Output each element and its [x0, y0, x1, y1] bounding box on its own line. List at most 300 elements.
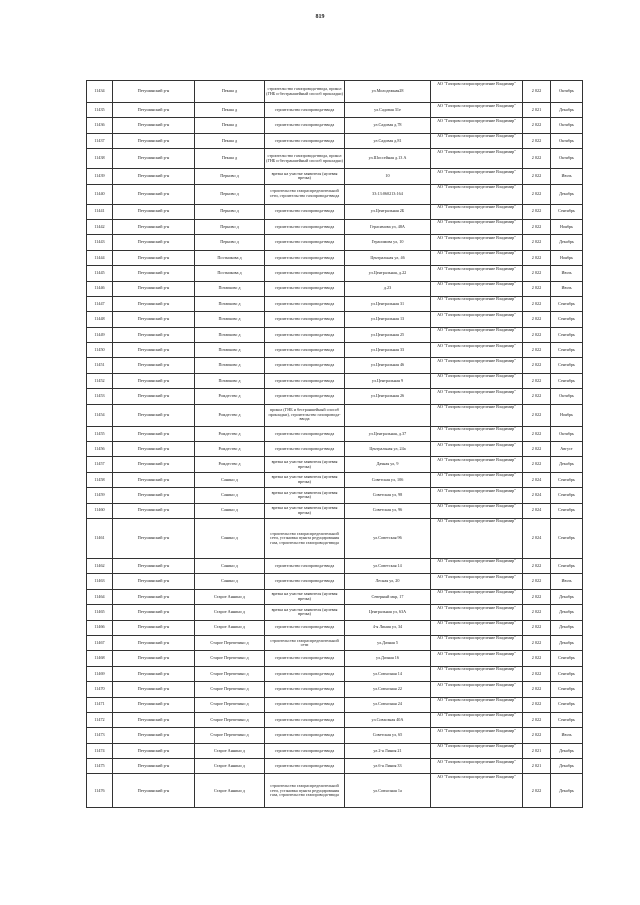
- row-number: 11448: [87, 312, 113, 327]
- year-cell: 2 022: [523, 605, 551, 620]
- row-number: 11441: [87, 204, 113, 219]
- row-number: 11464: [87, 589, 113, 604]
- row-number: 11476: [87, 774, 113, 808]
- address-cell: 4-я Линия ул, 34: [345, 620, 431, 635]
- district-cell: Петушинский р-н: [113, 266, 195, 281]
- work-type-cell: строительство газопровода-ввода: [265, 651, 345, 666]
- year-cell: 2 022: [523, 635, 551, 650]
- month-cell: Сентябрь: [551, 712, 583, 727]
- work-type-cell: строительство газопровода-ввода: [265, 358, 345, 373]
- address-cell: ул.Центральная 26: [345, 389, 431, 404]
- locality-cell: Санино д: [195, 488, 265, 503]
- organization-cell: АО "Газпром газораспределение Владимир": [431, 343, 523, 358]
- table-row: [87, 651, 583, 666]
- month-cell: Сентябрь: [551, 488, 583, 503]
- year-cell: 2 022: [523, 558, 551, 573]
- row-number: 11452: [87, 373, 113, 388]
- month-cell: Декабрь: [551, 184, 583, 204]
- year-cell: 2 022: [523, 728, 551, 743]
- work-type-cell: строительство газораспределительной сети, строительство газопровода-ввода: [265, 184, 345, 204]
- work-type-cell: строительство газопровода-ввода: [265, 697, 345, 712]
- month-cell: Июль: [551, 574, 583, 589]
- row-number: 11442: [87, 219, 113, 234]
- year-cell: 2 022: [523, 169, 551, 184]
- month-cell: Декабрь: [551, 759, 583, 774]
- organization-cell: АО "Газпром газораспределение Владимир": [431, 373, 523, 388]
- month-cell: Сентябрь: [551, 558, 583, 573]
- locality-cell: Старое Перепечино д: [195, 697, 265, 712]
- year-cell: 2 022: [523, 682, 551, 697]
- work-type-cell: строительство газопровода-ввода: [265, 666, 345, 681]
- table-row: [87, 488, 583, 503]
- work-type-cell: строительство газопровода-ввода: [265, 266, 345, 281]
- address-cell: ул.Садовая д.81: [345, 133, 431, 148]
- district-cell: Петушинский р-н: [113, 373, 195, 388]
- organization-cell: АО "Газпром газораспределение Владимир": [431, 149, 523, 169]
- work-type-cell: строительство газораспределительной сети, установка пункта редуцирования газа, строительство газопровода-ввода: [265, 774, 345, 808]
- table-row: [87, 266, 583, 281]
- month-cell: Сентябрь: [551, 682, 583, 697]
- row-number: 11451: [87, 358, 113, 373]
- address-cell: [345, 404, 431, 426]
- organization-cell: АО "Газпром газораспределение Владимир": [431, 728, 523, 743]
- address-cell: ул.Дачная 16: [345, 651, 431, 666]
- month-cell: Сентябрь: [551, 373, 583, 388]
- address-cell: ул.Совхозная 14: [345, 666, 431, 681]
- organization-cell: АО "Газпром газораспределение Владимир": [431, 558, 523, 573]
- work-type-cell: строительство газопровода-ввода: [265, 296, 345, 311]
- organization-cell: АО "Газпром газораспределение Владимир": [431, 103, 523, 118]
- row-number: 11440: [87, 184, 113, 204]
- address-cell: ул.Совхозная 24: [345, 697, 431, 712]
- month-cell: Сентябрь: [551, 358, 583, 373]
- work-type-cell: врезка на участке заявителя (нулевая врезка): [265, 169, 345, 184]
- table-row: [87, 358, 583, 373]
- work-type-cell: прокол (ГНБ и бестраншейный способ прокладки), строительство газопровода-ввода: [265, 404, 345, 426]
- table-row: [87, 442, 583, 457]
- address-cell: ул.Центральная, д.37: [345, 426, 431, 441]
- table-row: [87, 457, 583, 472]
- organization-cell: АО "Газпром газораспределение Владимир": [431, 589, 523, 604]
- month-cell: Октябрь: [551, 149, 583, 169]
- work-type-cell: строительство газопровода-ввода: [265, 373, 345, 388]
- district-cell: Петушинский р-н: [113, 133, 195, 148]
- row-number: 11454: [87, 404, 113, 426]
- district-cell: Петушинский р-н: [113, 118, 195, 133]
- month-cell: Сентябрь: [551, 666, 583, 681]
- district-cell: Петушинский р-н: [113, 442, 195, 457]
- district-cell: Петушинский р-н: [113, 81, 195, 103]
- table-row: [87, 327, 583, 342]
- year-cell: 2 022: [523, 281, 551, 296]
- address-cell: 10: [345, 169, 431, 184]
- work-type-cell: врезка на участке заявителя (нулевая врезка): [265, 503, 345, 518]
- table-row: [87, 743, 583, 758]
- organization-cell: АО "Газпром газораспределение Владимир": [431, 184, 523, 204]
- address-cell: ул.Садовая 31е: [345, 103, 431, 118]
- work-type-cell: врезка на участке заявителя (нулевая врезка): [265, 457, 345, 472]
- month-cell: Сентябрь: [551, 312, 583, 327]
- district-cell: Петушинский р-н: [113, 759, 195, 774]
- district-cell: Петушинский р-н: [113, 728, 195, 743]
- organization-cell: АО "Газпром газораспределение Владимир": [431, 204, 523, 219]
- table-row: [87, 426, 583, 441]
- table-row: [87, 184, 583, 204]
- organization-cell: АО "Газпром газораспределение Владимир": [431, 219, 523, 234]
- year-cell: 2 022: [523, 250, 551, 265]
- district-cell: Петушинский р-н: [113, 296, 195, 311]
- district-cell: Петушинский р-н: [113, 312, 195, 327]
- work-type-cell: строительство газопровода-ввода: [265, 574, 345, 589]
- table-row: [87, 133, 583, 148]
- organization-cell: АО "Газпром газораспределение Владимир": [431, 250, 523, 265]
- address-cell: д.23: [345, 281, 431, 296]
- table-row: [87, 343, 583, 358]
- organization-cell: АО "Газпром газораспределение Владимир": [431, 312, 523, 327]
- address-cell: ул.Совхозная 40А: [345, 712, 431, 727]
- year-cell: 2 024: [523, 518, 551, 558]
- month-cell: Сентябрь: [551, 503, 583, 518]
- year-cell: 2 022: [523, 81, 551, 103]
- organization-cell: АО "Газпром газораспределение Владимир": [431, 774, 523, 808]
- row-number: 11467: [87, 635, 113, 650]
- address-cell: ул.Совхозная 22: [345, 682, 431, 697]
- month-cell: Октябрь: [551, 118, 583, 133]
- work-type-cell: строительство газопровода-ввода: [265, 133, 345, 148]
- address-cell: ул.Совхозная 1а: [345, 774, 431, 808]
- row-number: 11457: [87, 457, 113, 472]
- locality-cell: Пекша д: [195, 133, 265, 148]
- table-row: [87, 296, 583, 311]
- year-cell: 2 022: [523, 266, 551, 281]
- work-type-cell: строительство газопровода-ввода: [265, 558, 345, 573]
- locality-cell: Старое Перепечино д: [195, 728, 265, 743]
- work-type-cell: строительство газопровода-ввода: [265, 389, 345, 404]
- district-cell: Петушинский р-н: [113, 558, 195, 573]
- table-row: [87, 235, 583, 250]
- year-cell: 2 022: [523, 666, 551, 681]
- page-number: 819: [315, 14, 325, 20]
- work-type-cell: строительство газопровода-ввода: [265, 235, 345, 250]
- month-cell: Октябрь: [551, 389, 583, 404]
- address-cell: Герасимова ул, 10: [345, 235, 431, 250]
- row-number: 11472: [87, 712, 113, 727]
- row-number: 11438: [87, 149, 113, 169]
- district-cell: Петушинский р-н: [113, 518, 195, 558]
- address-cell: Центральная ул, 46: [345, 250, 431, 265]
- work-type-cell: строительство газораспределительной сети: [265, 635, 345, 650]
- year-cell: 2 022: [523, 235, 551, 250]
- year-cell: 2 024: [523, 488, 551, 503]
- address-cell: Центральная ул, 63А: [345, 605, 431, 620]
- organization-cell: АО "Газпром газораспределение Владимир": [431, 457, 523, 472]
- table-row: [87, 219, 583, 234]
- organization-cell: АО "Газпром газораспределение Владимир": [431, 133, 523, 148]
- table-row: [87, 666, 583, 681]
- month-cell: Декабрь: [551, 589, 583, 604]
- table-body: [87, 81, 583, 808]
- locality-cell: Потапково д: [195, 343, 265, 358]
- locality-cell: Старое Аннино д: [195, 605, 265, 620]
- organization-cell: АО "Газпром газораспределение Владимир": [431, 518, 523, 558]
- district-cell: Петушинский р-н: [113, 743, 195, 758]
- organization-cell: АО "Газпром газораспределение Владимир": [431, 666, 523, 681]
- organization-cell: АО "Газпром газораспределение Владимир": [431, 712, 523, 727]
- year-cell: 2 022: [523, 327, 551, 342]
- locality-cell: Постникова д: [195, 266, 265, 281]
- row-number: 11443: [87, 235, 113, 250]
- table-row: [87, 605, 583, 620]
- year-cell: 2 021: [523, 743, 551, 758]
- work-type-cell: строительство газопровода-ввода: [265, 712, 345, 727]
- work-type-cell: строительство газопровода-ввода: [265, 682, 345, 697]
- month-cell: Ноябрь: [551, 404, 583, 426]
- district-cell: Петушинский р-н: [113, 184, 195, 204]
- address-cell: ул.Центральная 13: [345, 312, 431, 327]
- organization-cell: АО "Газпром газораспределение Владимир": [431, 266, 523, 281]
- locality-cell: Рождество д: [195, 404, 265, 426]
- address-cell: ул.Советская 14: [345, 558, 431, 573]
- row-number: 11475: [87, 759, 113, 774]
- row-number: 11459: [87, 488, 113, 503]
- table-row: [87, 281, 583, 296]
- work-type-cell: врезка на участке заявителя (нулевая врезка): [265, 589, 345, 604]
- work-type-cell: строительство газопровода-ввода: [265, 204, 345, 219]
- row-number: 11474: [87, 743, 113, 758]
- month-cell: Ноябрь: [551, 250, 583, 265]
- locality-cell: Старое Аннино д: [195, 774, 265, 808]
- work-type-cell: строительство газопровода-ввода: [265, 312, 345, 327]
- work-type-cell: строительство газопровода-ввода, прокол (ГНБ и бестраншейный способ прокладки): [265, 81, 345, 103]
- table-row: [87, 712, 583, 727]
- row-number: 11463: [87, 574, 113, 589]
- locality-cell: Санино д: [195, 574, 265, 589]
- month-cell: Декабрь: [551, 235, 583, 250]
- table-row: [87, 759, 583, 774]
- locality-cell: Потапково д: [195, 312, 265, 327]
- address-cell: ул.Центральная 25: [345, 327, 431, 342]
- district-cell: Петушинский р-н: [113, 389, 195, 404]
- organization-cell: АО "Газпром газораспределение Владимир": [431, 503, 523, 518]
- address-cell: ул.Центральная 9: [345, 373, 431, 388]
- locality-cell: Старое Перепечино д: [195, 666, 265, 681]
- locality-cell: Санино д: [195, 558, 265, 573]
- work-type-cell: строительство газопровода-ввода, прокол (ГНБ и бестраншейный способ прокладки): [265, 149, 345, 169]
- address-cell: ул.Центральная 46: [345, 358, 431, 373]
- district-cell: Петушинский р-н: [113, 149, 195, 169]
- month-cell: Сентябрь: [551, 518, 583, 558]
- locality-cell: Потапково д: [195, 296, 265, 311]
- district-cell: Петушинский р-н: [113, 503, 195, 518]
- month-cell: Сентябрь: [551, 204, 583, 219]
- organization-cell: АО "Газпром газораспределение Владимир": [431, 488, 523, 503]
- locality-cell: Старое Перепечино д: [195, 682, 265, 697]
- locality-cell: Рождество д: [195, 389, 265, 404]
- locality-cell: Старое Аннино д: [195, 589, 265, 604]
- district-cell: Петушинский р-н: [113, 457, 195, 472]
- year-cell: 2 022: [523, 404, 551, 426]
- locality-cell: Потапково д: [195, 281, 265, 296]
- locality-cell: Потапково д: [195, 373, 265, 388]
- table-row: [87, 518, 583, 558]
- year-cell: 2 022: [523, 149, 551, 169]
- row-number: 11455: [87, 426, 113, 441]
- district-cell: Петушинский р-н: [113, 697, 195, 712]
- work-type-cell: врезка на участке заявителя (нулевая врезка): [265, 605, 345, 620]
- locality-cell: Перново д: [195, 235, 265, 250]
- organization-cell: АО "Газпром газораспределение Владимир": [431, 389, 523, 404]
- row-number: 11449: [87, 327, 113, 342]
- address-cell: ул.Центральная 31: [345, 296, 431, 311]
- month-cell: Декабрь: [551, 103, 583, 118]
- row-number: 11460: [87, 503, 113, 518]
- year-cell: 2 022: [523, 574, 551, 589]
- address-cell: ул.2-я Линия 21: [345, 743, 431, 758]
- row-number: 11456: [87, 442, 113, 457]
- year-cell: 2 022: [523, 651, 551, 666]
- address-cell: ул.Советская 96: [345, 518, 431, 558]
- address-cell: Советская ул, 98: [345, 488, 431, 503]
- locality-cell: Санино д: [195, 503, 265, 518]
- district-cell: Петушинский р-н: [113, 620, 195, 635]
- locality-cell: Санино д: [195, 472, 265, 487]
- year-cell: 2 022: [523, 343, 551, 358]
- year-cell: 2 022: [523, 389, 551, 404]
- district-cell: Петушинский р-н: [113, 343, 195, 358]
- table-row: [87, 250, 583, 265]
- table-row: [87, 204, 583, 219]
- table-row: [87, 620, 583, 635]
- table-row: [87, 312, 583, 327]
- organization-cell: АО "Газпром газораспределение Владимир": [431, 620, 523, 635]
- district-cell: Петушинский р-н: [113, 358, 195, 373]
- month-cell: Сентябрь: [551, 343, 583, 358]
- address-cell: Северный мкр, 17: [345, 589, 431, 604]
- work-type-cell: врезка на участке заявителя (нулевая врезка): [265, 472, 345, 487]
- locality-cell: Перново д: [195, 204, 265, 219]
- row-number: 11435: [87, 103, 113, 118]
- month-cell: Сентябрь: [551, 697, 583, 712]
- row-number: 11458: [87, 472, 113, 487]
- work-type-cell: строительство газопровода-ввода: [265, 103, 345, 118]
- work-type-cell: строительство газораспределительной сети, установка пункта редуцирования газа, строительство газопровода-ввода: [265, 518, 345, 558]
- organization-cell: АО "Газпром газораспределение Владимир": [431, 442, 523, 457]
- month-cell: Октябрь: [551, 81, 583, 103]
- locality-cell: Старое Аннино д: [195, 743, 265, 758]
- year-cell: 2 022: [523, 373, 551, 388]
- organization-cell: АО "Газпром газораспределение Владимир": [431, 404, 523, 426]
- district-cell: Петушинский р-н: [113, 605, 195, 620]
- district-cell: Петушинский р-н: [113, 426, 195, 441]
- month-cell: Октябрь: [551, 133, 583, 148]
- month-cell: Сентябрь: [551, 327, 583, 342]
- locality-cell: Пекша д: [195, 118, 265, 133]
- year-cell: 2 022: [523, 457, 551, 472]
- address-cell: ул.Центральная 2Б: [345, 204, 431, 219]
- row-number: 11471: [87, 697, 113, 712]
- address-cell: ул.Шоссейная д.13 А: [345, 149, 431, 169]
- locality-cell: Пекша д: [195, 103, 265, 118]
- district-cell: Петушинский р-н: [113, 774, 195, 808]
- month-cell: Сентябрь: [551, 651, 583, 666]
- address-cell: ул.Дачная 5: [345, 635, 431, 650]
- table-row: [87, 103, 583, 118]
- organization-cell: АО "Газпром газораспределение Владимир": [431, 296, 523, 311]
- district-cell: Петушинский р-н: [113, 219, 195, 234]
- work-type-cell: строительство газопровода-ввода: [265, 743, 345, 758]
- district-cell: Петушинский р-н: [113, 589, 195, 604]
- table-row: [87, 682, 583, 697]
- row-number: 11473: [87, 728, 113, 743]
- month-cell: Июль: [551, 728, 583, 743]
- district-cell: Петушинский р-н: [113, 235, 195, 250]
- district-cell: Петушинский р-н: [113, 712, 195, 727]
- locality-cell: Рождество д: [195, 442, 265, 457]
- month-cell: Июль: [551, 281, 583, 296]
- row-number: 11470: [87, 682, 113, 697]
- address-cell: ул.Центральная 33: [345, 343, 431, 358]
- work-type-cell: строительство газопровода-ввода: [265, 118, 345, 133]
- year-cell: 2 021: [523, 103, 551, 118]
- month-cell: Август: [551, 442, 583, 457]
- locality-cell: Потапково д: [195, 358, 265, 373]
- gas-works-table: [86, 80, 583, 808]
- locality-cell: Постникова д: [195, 250, 265, 265]
- organization-cell: АО "Газпром газораспределение Владимир": [431, 697, 523, 712]
- district-cell: Петушинский р-н: [113, 488, 195, 503]
- locality-cell: Перново д: [195, 184, 265, 204]
- locality-cell: Рождество д: [195, 457, 265, 472]
- row-number: 11468: [87, 651, 113, 666]
- organization-cell: АО "Газпром газораспределение Владимир": [431, 169, 523, 184]
- table-row: [87, 472, 583, 487]
- month-cell: Декабрь: [551, 774, 583, 808]
- locality-cell: Старое Перепечино д: [195, 651, 265, 666]
- organization-cell: АО "Газпром газораспределение Владимир": [431, 682, 523, 697]
- district-cell: Петушинский р-н: [113, 635, 195, 650]
- table-row: [87, 728, 583, 743]
- table-row: [87, 118, 583, 133]
- year-cell: 2 021: [523, 759, 551, 774]
- year-cell: 2 022: [523, 358, 551, 373]
- table-row: [87, 149, 583, 169]
- row-number: 11465: [87, 605, 113, 620]
- row-number: 11461: [87, 518, 113, 558]
- locality-cell: Пекша д: [195, 81, 265, 103]
- work-type-cell: строительство газопровода-ввода: [265, 250, 345, 265]
- address-cell: ул.Садовая д.78: [345, 118, 431, 133]
- address-cell: Центральная ул, 24а: [345, 442, 431, 457]
- month-cell: Июль: [551, 266, 583, 281]
- work-type-cell: строительство газопровода-ввода: [265, 728, 345, 743]
- organization-cell: АО "Газпром газораспределение Владимир": [431, 759, 523, 774]
- year-cell: 2 022: [523, 204, 551, 219]
- organization-cell: АО "Газпром газораспределение Владимир": [431, 743, 523, 758]
- work-type-cell: строительство газопровода-ввода: [265, 281, 345, 296]
- locality-cell: Старое Перепечино д: [195, 712, 265, 727]
- address-cell: 33:13:060213:164: [345, 184, 431, 204]
- row-number: 11469: [87, 666, 113, 681]
- address-cell: Лесная ул, 20: [345, 574, 431, 589]
- work-type-cell: строительство газопровода-ввода: [265, 327, 345, 342]
- locality-cell: Старое Аннино д: [195, 620, 265, 635]
- table-row: [87, 389, 583, 404]
- month-cell: Июль: [551, 169, 583, 184]
- address-cell: Дачная ул, 9: [345, 457, 431, 472]
- row-number: 11450: [87, 343, 113, 358]
- locality-cell: Санино д: [195, 518, 265, 558]
- table-row: [87, 697, 583, 712]
